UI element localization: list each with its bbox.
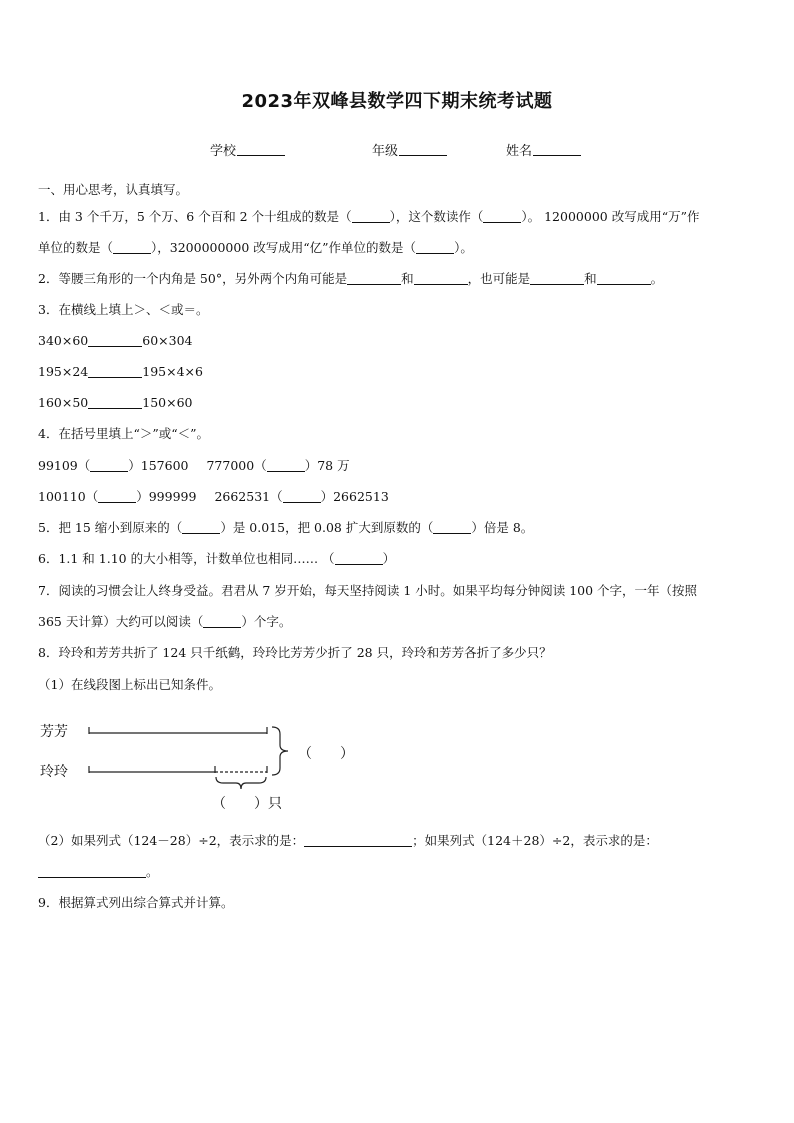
question-9-heading: 9．根据算式列出综合算式并计算。	[38, 895, 234, 910]
question-2	[38, 271, 663, 287]
q3-row-1	[38, 333, 193, 349]
q1-blank-1[interactable]	[352, 210, 390, 223]
q2-text-d: 和	[584, 271, 597, 286]
question-3-heading: 3．在横线上填上＞、＜或＝。	[38, 302, 209, 317]
q1-text-b: ），这个数读作（	[389, 209, 484, 224]
question-1-line-2	[38, 240, 473, 256]
q4-row-1-d: ）78 万	[304, 458, 350, 473]
q3-row-1-right: 60×304	[142, 333, 193, 348]
question-8-sub-1: （1）在线段图上标出已知条件。	[38, 677, 221, 692]
question-7-line-2	[38, 614, 291, 630]
q4-row-2-a: 100110（	[38, 489, 99, 504]
q8-blank-1[interactable]	[304, 834, 412, 847]
q5-blank-1[interactable]	[182, 521, 220, 534]
q2-text-e: 。	[650, 271, 664, 286]
label-fangfang: 芳芳	[40, 724, 68, 740]
q3-row-2	[38, 364, 203, 380]
name-label: 姓名	[506, 144, 533, 159]
q5-text-b: ）是 0.015，把 0.08 扩大到原数的（	[220, 520, 434, 535]
q3-row-3-right: 150×60	[142, 395, 193, 410]
school-blank[interactable]	[237, 143, 285, 156]
q4-row-2-d: ）2662513	[320, 489, 389, 504]
q4-row-2-c: 2662531（	[214, 489, 283, 504]
q2-blank-4[interactable]	[597, 272, 651, 285]
q4-row-1-a: 99109（	[38, 458, 91, 473]
page-title: 2023年双峰县数学四下期末统考试题	[241, 91, 553, 112]
brace-answer-blank[interactable]: （ ）	[298, 746, 354, 762]
q1-text-a: 1．由 3 个千万，5 个万、6 个百和 2 个十组成的数是（	[38, 209, 352, 224]
q4-row-1-c: 777000（	[206, 458, 267, 473]
name-field	[506, 140, 581, 159]
q7-blank[interactable]	[203, 615, 241, 628]
question-8-heading: 8．玲玲和芳芳共折了 124 只千纸鹤，玲玲比芳芳少折了 28 只，玲玲和芳芳各折了多少只？	[38, 645, 552, 660]
q3-row-2-left: 195×24	[38, 364, 89, 379]
grade-field	[372, 140, 447, 159]
question-8-sub-2-cont	[38, 864, 159, 880]
q2-blank-2[interactable]	[414, 272, 468, 285]
q4-blank-2[interactable]	[267, 459, 305, 472]
q4-blank-3[interactable]	[98, 490, 136, 503]
q5-text-c: ）倍是 8。	[471, 520, 534, 535]
q4-blank-1[interactable]	[90, 459, 128, 472]
question-5	[38, 520, 533, 536]
q2-text-a: 2．等腰三角形的一个内角是 50°，另外两个内角可能是	[38, 271, 348, 286]
q8-sub2-text-b: ；如果列式（124＋28）÷2，表示求的是：	[412, 833, 658, 848]
question-7-line-1: 7．阅读的习惯会让人终身受益。君君从 7 岁开始，每天坚持阅读 1 小时。如果平均每分钟阅读 100 个字，一年（按照	[38, 583, 698, 598]
under-brace	[216, 777, 266, 789]
q3-row-1-blank[interactable]	[88, 334, 142, 347]
q6-blank[interactable]	[335, 552, 383, 565]
school-field	[210, 140, 285, 159]
q6-text-b: ）	[382, 551, 396, 566]
q2-blank-3[interactable]	[530, 272, 584, 285]
question-4-heading: 4．在括号里填上“＞”或“＜”。	[38, 426, 210, 441]
q6-text-a: 6．1.1 和 1.10 的大小相等，计数单位也相同…… （	[38, 551, 335, 566]
q1-blank-3[interactable]	[113, 241, 151, 254]
q3-row-3	[38, 395, 193, 411]
school-label: 学校	[210, 144, 237, 159]
label-lingling: 玲玲	[40, 764, 68, 780]
segment-drawing	[38, 712, 378, 822]
q4-row-2-b: ）999999	[136, 489, 197, 504]
question-8-sub-2	[38, 833, 658, 849]
difference-answer-blank[interactable]: （ ）只	[212, 796, 282, 812]
right-brace	[272, 727, 288, 775]
q5-text-a: 5．把 15 缩小到原来的（	[38, 520, 183, 535]
q4-row-2	[38, 489, 389, 505]
q1-text-e: ），3200000000 改写成用“亿”作单位的数是（	[151, 240, 417, 255]
question-1-line-1	[38, 209, 699, 225]
q2-text-c: ，也可能是	[467, 271, 531, 286]
q7-text-a: 365 天计算）大约可以阅读（	[38, 614, 204, 629]
section-heading: 一、用心思考，认真填写。	[38, 182, 189, 197]
q3-row-3-left: 160×50	[38, 395, 89, 410]
q1-text-d: 单位的数是（	[38, 240, 114, 255]
grade-label: 年级	[372, 144, 399, 159]
q8-blank-2[interactable]	[38, 865, 146, 878]
q1-text-c: ）。 12000000 改写成用“万”作	[521, 209, 700, 224]
q8-sub2-text-a: （2）如果列式（124－28）÷2，表示求的是：	[38, 833, 305, 848]
q7-text-b: ）个字。	[241, 614, 292, 629]
q3-row-2-blank[interactable]	[88, 365, 142, 378]
name-blank[interactable]	[533, 143, 581, 156]
q1-blank-4[interactable]	[416, 241, 454, 254]
q2-blank-1[interactable]	[347, 272, 401, 285]
q8-sub2-end: 。	[146, 864, 159, 879]
q1-blank-2[interactable]	[483, 210, 521, 223]
q3-row-1-left: 340×60	[38, 333, 89, 348]
q5-blank-2[interactable]	[433, 521, 471, 534]
q2-text-b: 和	[401, 271, 414, 286]
q3-row-3-blank[interactable]	[88, 396, 142, 409]
grade-blank[interactable]	[399, 143, 447, 156]
q1-text-f: ）。	[454, 240, 473, 255]
q4-row-1-b: ）157600	[128, 458, 189, 473]
line-segment-diagram	[38, 712, 378, 822]
q4-row-1	[38, 458, 350, 474]
q4-blank-4[interactable]	[283, 490, 321, 503]
question-6	[38, 551, 395, 567]
q3-row-2-right: 195×4×6	[142, 364, 203, 379]
